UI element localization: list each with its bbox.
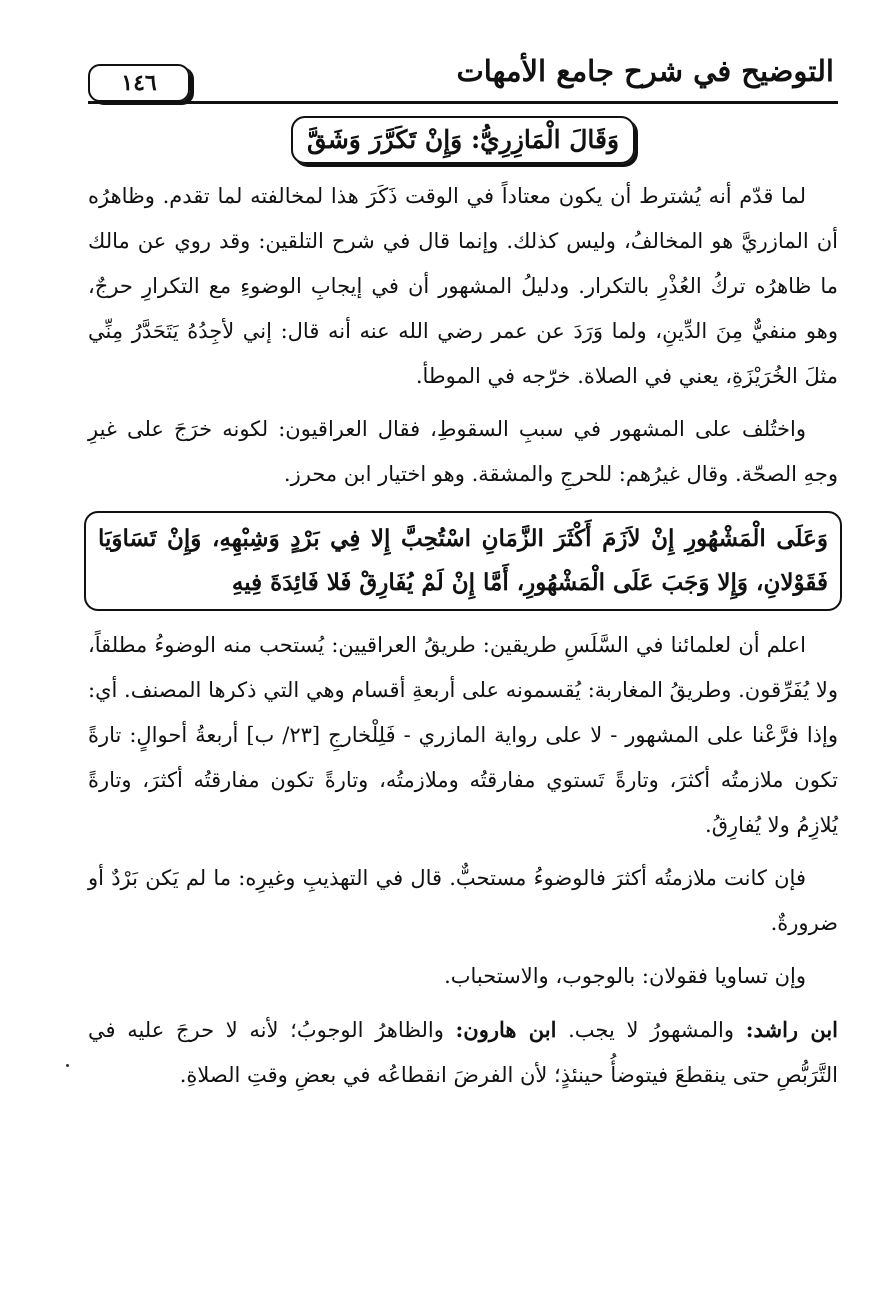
- paragraph-6: [88, 1007, 838, 1098]
- paragraph-3: اعلم أن لعلمائنا في السَّلَسِ طريقين: طريقُ العراقيين: يُستحب منه الوضوءُ مطلقاً، ولا يُفَرِّقون. وطريقُ المغاربة: يُقسمونه على أربعةِ أقسام وهي التي ذكرها المصنف. أي: وإذا فرَّعْنا على المشهور - لا على رواية المازري - فَلِلْخارجِ [٢٣/ ب] أربعةُ أحوالٍ: تارةً تكون ملازمتُه أكثرَ، وتارةً تَستوي مفارقتُه وملازمتُه، وتارةً تكون مفارقتُه أكثرَ، وتارةً يُلازِمُ ولا يُفارِقُ.: [88, 633, 838, 837]
- paragraph-4: فإن كانت ملازمتُه أكثرَ فالوضوءُ مستحبٌّ. قال في التهذيبِ وغيرِه: ما لم يَكن بَرْدٌ أو ضرورةٌ.: [88, 866, 838, 935]
- header-rule: [88, 101, 838, 104]
- paragraph-6-text-b: والظاهرُ الوجوبُ؛ لأنه لا حرجَ عليه في التَّرَبُّصِ حتى ينقطعَ فيتوضأُ حينئذٍ؛ لأن الفرضَ انقطاعُه في بعضِ وقتِ الصلاةِ.: [88, 1018, 838, 1087]
- page-body: [88, 116, 838, 1098]
- paragraph-6-text-a: والمشهورُ لا يجب.: [556, 1018, 746, 1042]
- page-header: [88, 40, 838, 104]
- paragraph-5: وإن تساويا فقولان: بالوجوب، والاستحباب.: [444, 964, 806, 988]
- section-heading: وَقَالَ الْمَازِرِيُّ: وَإِنْ تَكَرَّرَ وَشَقَّ: [291, 116, 635, 164]
- scholar-name: ابن راشد:: [745, 1017, 839, 1042]
- running-title: التوضيح في شرح جامع الأمهات: [456, 54, 834, 88]
- paragraph-2: واختُلف على المشهور في سببِ السقوطِ، فقال العراقيون: لكونه خرَجَ على غيرِ وجهِ الصحّة. وقال غيرُهم: للحرجِ والمشقة. وهو اختيار ابن محرز.: [88, 417, 838, 486]
- paragraph-1: لما قدّم أنه يُشترط أن يكون معتاداً في الوقت ذَكَرَ هذا لمخالفته لما تقدم. وظاهرُه أن المازريَّ هو المخالفُ، وليس كذلك. وإنما قال في شرح التلقين: وقد روي عن مالك ما ظاهرُه تركُ العُذْرِ بالتكرار. ودليلُ المشهور أن في إيجابِ الوضوءِ مع التكرارِ حرجٌ، وهو منفيٌّ مِنَ الدِّينِ، ولما وَرَدَ عن عمر رضي الله عنه أنه قال: إني لأجِدُهُ يَتَحَدَّرُ مِنِّي مثلَ الخُرَيْزَةِ، يعني في الصلاة. خرّجه في الموطأ.: [88, 184, 838, 388]
- page-number: ١٤٦: [88, 64, 190, 102]
- scholar-name: ابن هارون:: [455, 1017, 557, 1042]
- matn-quote-box: وَعَلَى الْمَشْهُورِ إِنْ لاَزَمَ أَكْثَرَ الزَّمَانِ اسْتُحِبَّ إِلا فِي بَرْدٍ وَشِبْهِهِ، وَإِنْ تَسَاوَيَا فَقَوْلانِ، وَإِلا وَجَبَ عَلَى الْمَشْهُورِ، أَمَّا إِنْ لَمْ يُفَارِقْ فَلا فَائِدَةَ فِيهِ: [84, 511, 842, 611]
- margin-dot: [66, 1064, 69, 1067]
